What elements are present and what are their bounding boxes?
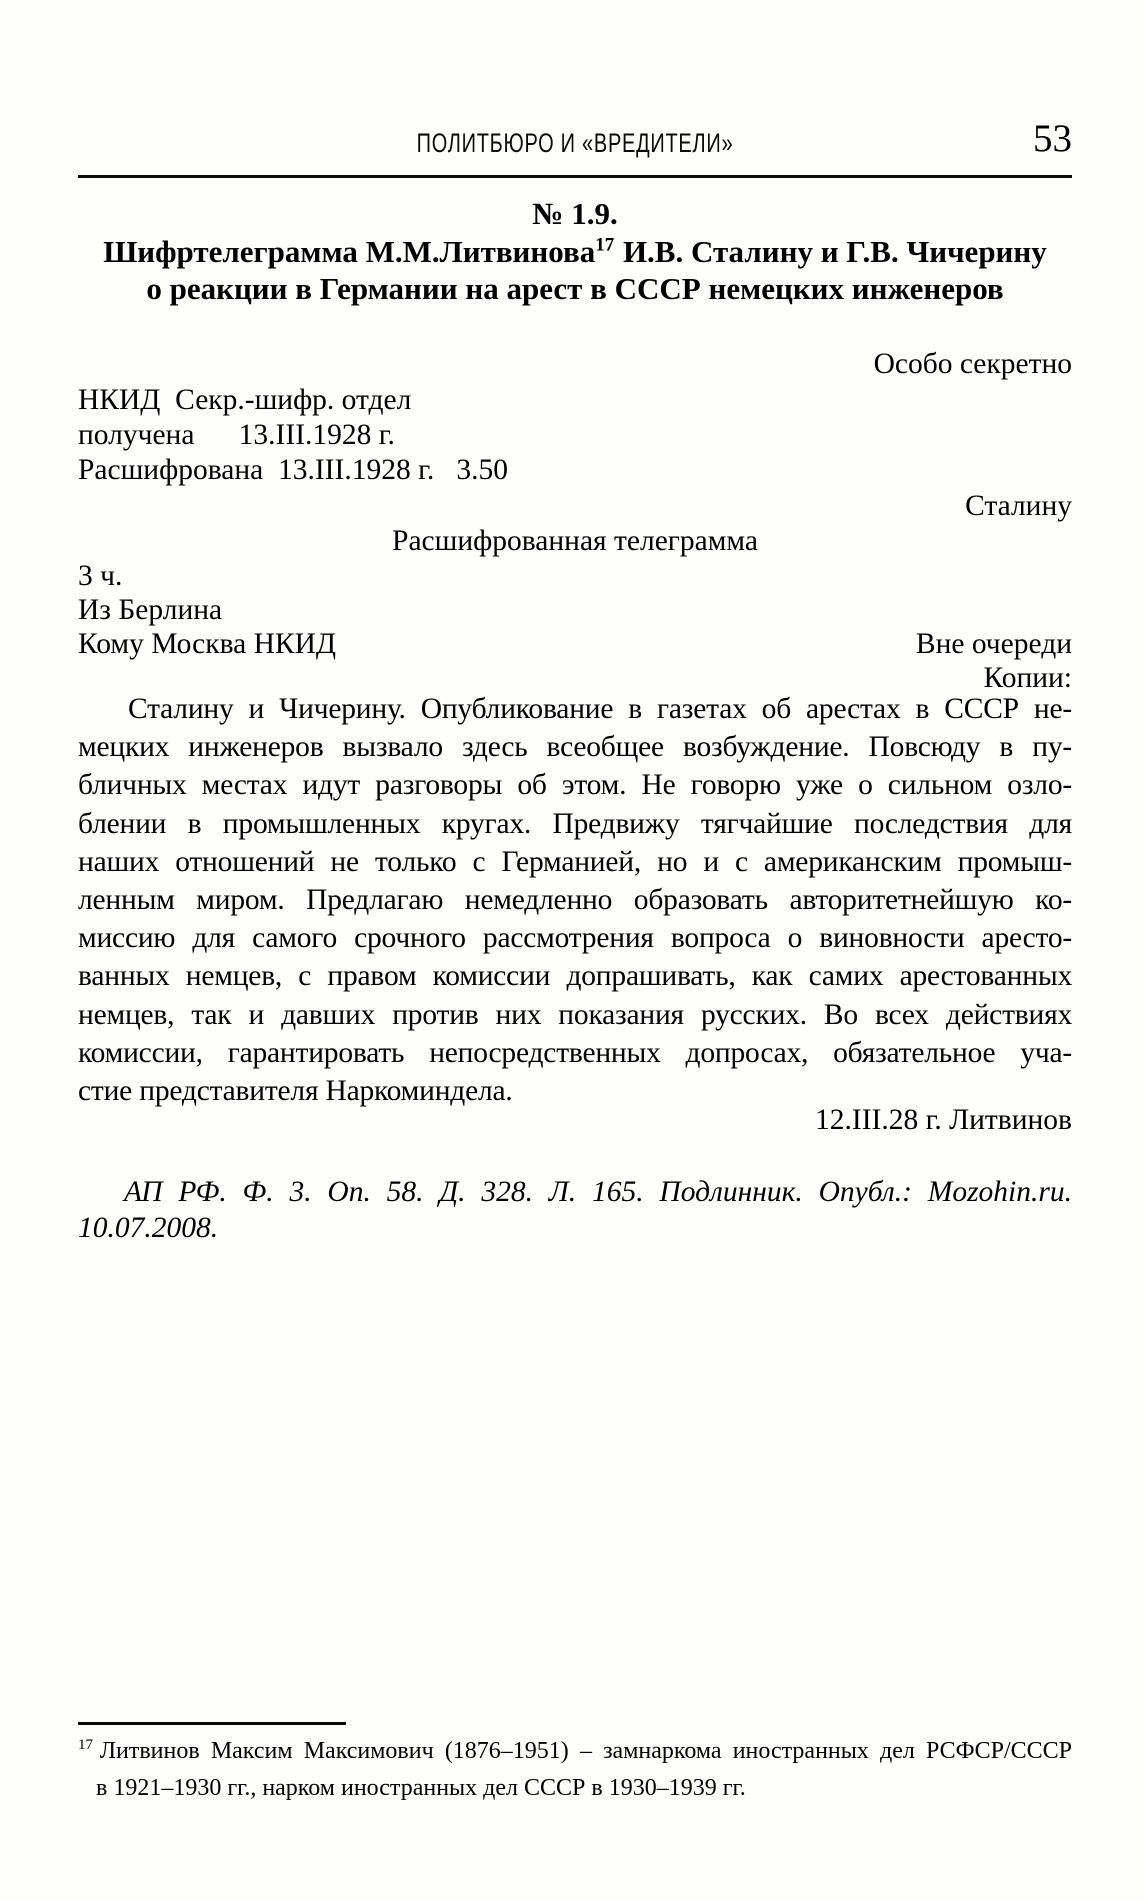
letterhead-line-received: получена 13.III.1928 г. xyxy=(78,419,395,451)
document-number: № 1.9. xyxy=(532,196,618,231)
telegram-subheading: Расшифрованная телеграмма xyxy=(392,525,758,557)
footnote-text-line1: Литвинов Максим Максимович (1876–1951) – замнаркома иностранных дел РСФСР/СССР xyxy=(99,1738,1072,1764)
letterhead-line-department: НКИД Секр.-шифр. отдел xyxy=(78,384,412,416)
running-header xyxy=(78,128,1072,159)
document-title-line2: о реакции в Германии на арест в СССР немецких инженеров xyxy=(146,271,1004,306)
signature-line: 12.III.28 г. Литвинов xyxy=(815,1104,1072,1136)
footnote-number: 17 xyxy=(78,1737,93,1753)
classification-stamp: Особо секретно xyxy=(873,348,1072,380)
priority-note: Вне очереди xyxy=(915,628,1072,660)
telegram-body-line: мецких инженеров вызвало здесь всеобщее возбуждение. Повсюду в пу- xyxy=(78,731,1072,764)
copies-label: Копии: xyxy=(983,662,1072,694)
telegram-body-line: миссию для самого срочного рассмотрения вопроса о виновности аресто- xyxy=(78,922,1072,955)
footnote-rule xyxy=(78,1722,346,1725)
archive-source-line1: АП РФ. Ф. 3. Оп. 58. Д. 328. Л. 165. Подлинник. Опубл.: Mozohin.ru. xyxy=(124,1176,1072,1208)
title-text-rest: И.В. Сталину и Г.В. Чичерину xyxy=(622,234,1047,269)
telegram-body-line: бличных местах идут разговоры об этом. Не говорю уже о сильном озло- xyxy=(78,769,1072,802)
running-title: ПОЛИТБЮРО И «ВРЕДИТЕЛИ» xyxy=(416,128,734,158)
addressee-row xyxy=(78,628,1072,661)
telegram-body-line: стие представителя Наркоминдела. xyxy=(78,1075,513,1108)
telegram-body-line: ленным миром. Предлагаю немедленно образовать авторитетнейшую ко- xyxy=(78,884,1072,917)
letterhead-line-deciphered: Расшифрована 13.III.1928 г. 3.50 xyxy=(78,454,508,486)
title-text-start: Шифртелеграмма М.М.Литвинова xyxy=(103,234,596,269)
archive-source-line2: 10.07.2008. xyxy=(78,1212,219,1244)
document-title-line1 xyxy=(78,234,1072,270)
origin-line: Из Берлина xyxy=(78,594,223,626)
header-rule xyxy=(78,175,1072,178)
telegram-body-line: ванных немцев, с правом комиссии допрашивать, как самих арестованных xyxy=(78,960,1072,993)
footnote-line1 xyxy=(78,1733,1072,1769)
telegram-body-line: блении в промышленных кругах. Предвижу тягчайшие последствия для xyxy=(78,807,1072,840)
telegram-body xyxy=(78,690,1072,1110)
footnote-ref-superscript: 17 xyxy=(595,234,615,256)
recipient-note: Сталину xyxy=(965,490,1072,522)
page-number: 53 xyxy=(1033,117,1072,160)
telegram-body-line: комиссии, гарантировать непосредственных допросах, обязательное уча- xyxy=(78,1036,1072,1069)
footnote-text-line2: в 1921–1930 гг., нарком иностранных дел СССР в 1930–1939 гг. xyxy=(96,1775,746,1801)
addressee-line: Кому Москва НКИД xyxy=(78,628,337,660)
time-note: 3 ч. xyxy=(78,560,123,592)
telegram-body-line: наших отношений не только с Германией, но и с американским промыш- xyxy=(78,845,1072,878)
telegram-body-line: немцев, так и давших против них показания русских. Во всех действиях xyxy=(78,998,1072,1031)
telegram-body-line: Сталину и Чичерину. Опубликование в газетах об арестах в СССР не- xyxy=(128,693,1072,725)
